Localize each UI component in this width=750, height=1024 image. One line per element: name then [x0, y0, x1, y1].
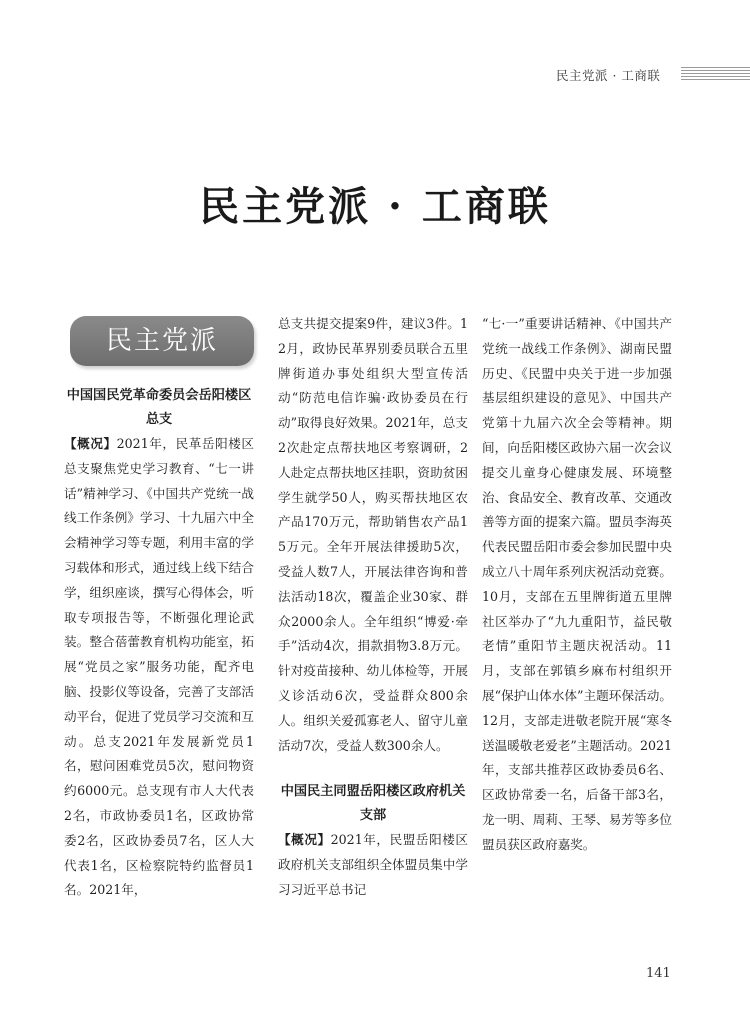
- page-title: 民主党派 · 工商联: [199, 183, 551, 230]
- article-2-body-part-2: “七·一”重要讲话精神、《中国共产党统一战线工作条例》、湖南民盟历史、《民盟中央关于进一步加强基层组织建设的意见》、中国共产党第十九届六次全会等精神。期间，向岳阳楼区政协六届一次会议提交儿童身心健康发展、环境整治、食品安全、教育改革、交通改善等方面的提案六篇。盟员李海英代表民盟岳阳市委会参加民盟中央成立八十周年系列庆祝活动竞赛。10月，支部在五里牌街道五里牌社区举办了“九九重阳节，益民敬老情”重阳节主题庆祝活动。11月，支部在郭镇乡麻布村组织开展“保护山体水体”主题环保活动。12月，支部走进敬老院开展“寒冬送温暖敬老爱老”主题活动。2021年，支部共推荐区政协委员6名、区政协常委一名，后备干部3名，龙一明、周莉、王琴、易芳等多位盟员获区政府嘉奖。: [482, 316, 672, 852]
- article-2-body-part-1: 2021年，民盟岳阳楼区政府机关支部组织全体盟员集中学习习近平总书记: [278, 832, 468, 897]
- article-1-paragraph: [64, 432, 254, 903]
- page-number: 141: [646, 966, 671, 981]
- article-1-label: 【概况】: [64, 436, 117, 451]
- header-decoration-lines: [681, 67, 750, 81]
- article-1-body-part-2: 总支共提交提案9件，建议3件。12月，政协民革界别委员联合五里牌街道办事处组织大型宣传活动“防范电信诈骗·政协委员在行动”取得良好效果。2021年，总支2次赴定点帮扶地区考察调研，2人赴定点帮扶地区挂职，资助贫困学生就学50人，购买帮扶地区农产品170万元，帮助销售农产品15万元。全年开展法律援助5次，受益人数7人，开展法律咨询和普法活动18次，覆盖企业30家、群众2000余人。全年组织“博爱·牵手”活动4次，捐款捐物3.8万元。针对疫苗接种、幼儿体检等，开展义诊活动6次，受益群众800余人。组织关爱孤寡老人、留守儿童活动7次，受益人数300余人。: [278, 316, 468, 753]
- article-2-paragraph: [278, 828, 468, 902]
- article-1-title: 中国国民党革命委员会岳阳楼区总支: [66, 388, 252, 427]
- article-2-title: 中国民主同盟岳阳楼区政府机关支部: [280, 784, 466, 824]
- column-3: [482, 312, 672, 858]
- article-1-body-part-1: 2021年，民革岳阳楼区总支聚焦党史学习教育、“七一讲话”精神学习、《中国共产党统一战线工作条例》学习、十九届六中全会精神学习等专题，利用丰富的学习载体和形式，通过线上线下结合学，组织座谈，撰写心得体会，听取专项报告等，不断强化理论武装。整合蓓蕾教育机构功能室，拓展“党员之家”服务功能，配齐电脑、投影仪等设备，完善了支部活动平台，促进了党员学习交流和互动。总支2021年发展新党员1名，慰问困难党员5次，慰问物资约6000元。总支现有市人大代表2名，市政协委员1名，区政协常委2名，区政协委员7名，区人大代表1名，区检察院特约监督员1名。2021年，: [64, 436, 254, 898]
- column-1: [64, 384, 254, 903]
- article-2-label: 【概况】: [278, 832, 331, 848]
- running-header: 民主党派 · 工商联: [556, 68, 661, 83]
- column-2: [278, 312, 468, 903]
- section-badge: 民主党派: [70, 316, 254, 366]
